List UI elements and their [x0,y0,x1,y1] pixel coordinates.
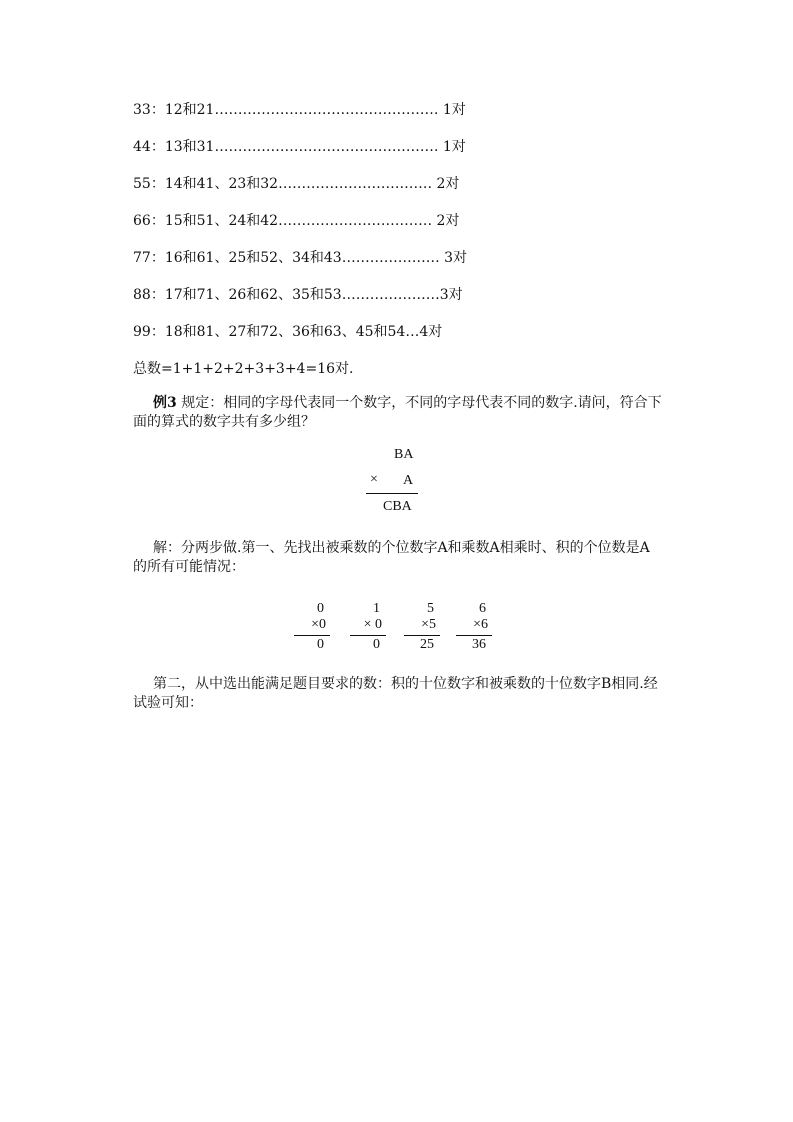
example-mul: ×5 [421,617,436,632]
example-product: 36 [472,637,486,652]
example-5x5 [404,601,440,653]
solution-step2 [133,675,663,713]
example-top: 0 [317,601,324,616]
total-line: 总数=1+1+2+2+3+3+4=16对. [133,361,354,377]
example-rule [456,635,492,636]
example-1x0 [350,601,386,653]
example-rule [350,635,386,636]
vertical-multiplication [360,444,420,524]
multiplicand: BA [394,447,414,462]
pair-line-66: 66：15和51、24和42…………………………… 2对 [133,213,460,229]
example-rule [404,635,440,636]
example-product: 25 [420,637,434,652]
example-0x0 [294,601,330,653]
example-mul: ×0 [311,617,326,632]
pair-line-44: 44：13和31………………………………………… 1对 [133,139,466,155]
pair-line-88: 88：17和71、26和62、35和53…………………3对 [133,287,463,303]
solution-step2-text: 第二，从中选出能满足题目要求的数：积的十位数字和被乘数的十位数字B相同.经试验可知： [133,676,658,711]
example3-text: 规定：相同的字母代表同一个数字，不同的字母代表不同的数字.请问，符合下面的算式的数字共有多少组？ [133,395,662,430]
example-6x6 [456,601,492,653]
example-top: 1 [373,601,380,616]
example-mul: ×6 [473,617,488,632]
times-sign: × [370,472,378,487]
pair-line-77: 77：16和61、25和52、34和43………………… 3对 [133,250,468,266]
example-product: 0 [317,637,324,652]
solution-step1-text: 解：分两步做.第一、先找出被乘数的个位数字A和乘数A相乘时、积的个位数是A的所有可能情况： [133,540,650,575]
example-rule [294,635,330,636]
multiplier: A [403,473,414,488]
example3-paragraph [133,394,663,432]
example-top: 6 [479,601,486,616]
solution-step1 [133,539,663,577]
example-mul: × 0 [363,617,382,632]
product: CBA [383,499,412,514]
example-product: 0 [373,637,380,652]
product-rule [366,493,418,494]
pair-line-33: 33：12和21………………………………………… 1对 [133,102,466,118]
example-top: 5 [427,601,434,616]
example3-label: 例3 [153,395,177,411]
pair-line-99: 99：18和81、27和72、36和63、45和54…4对 [133,324,443,340]
pair-line-55: 55：14和41、23和32…………………………… 2对 [133,176,460,192]
